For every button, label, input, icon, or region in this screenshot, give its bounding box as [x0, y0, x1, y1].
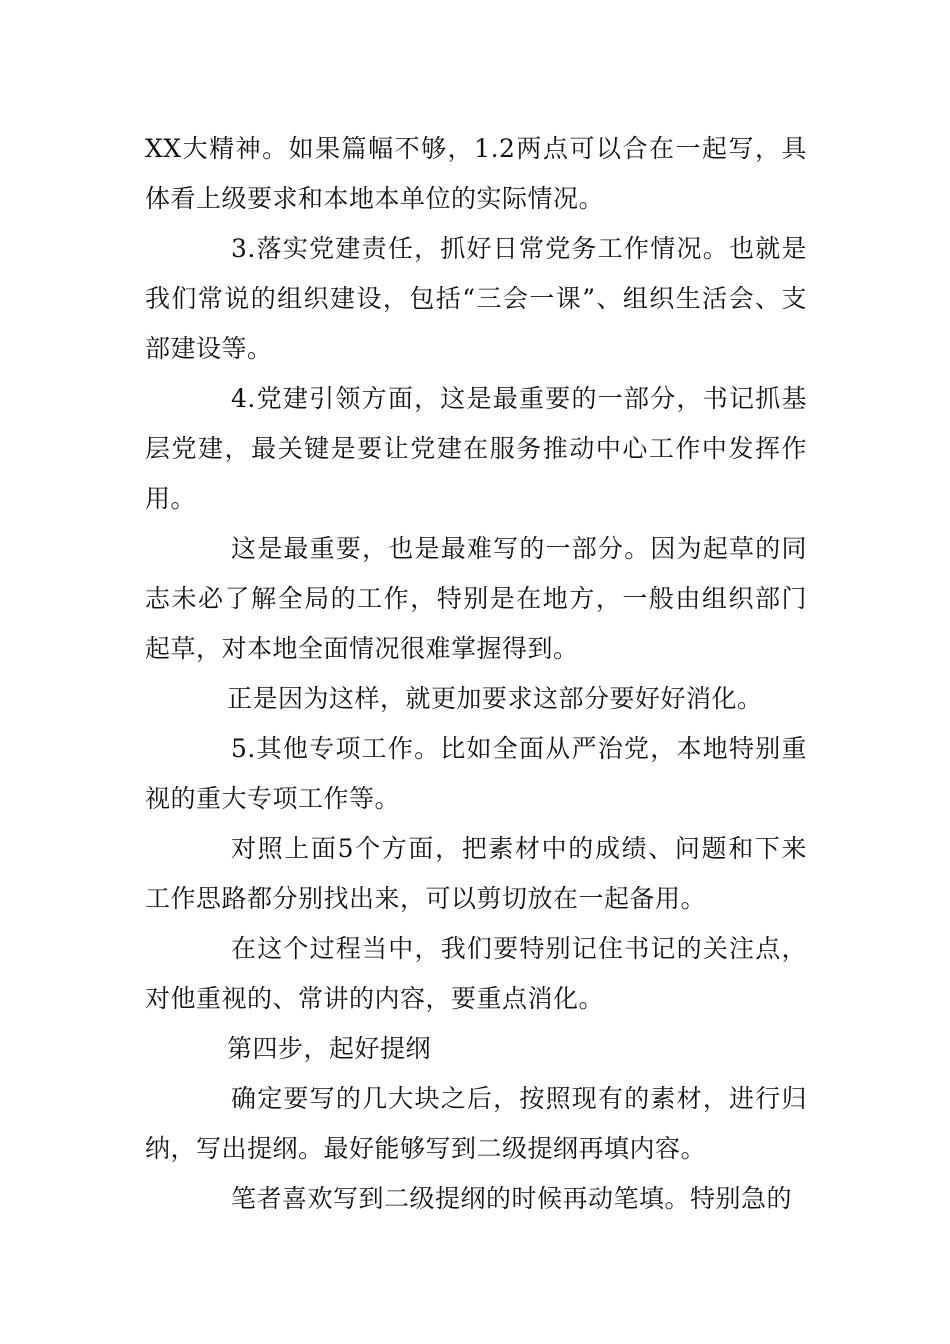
paragraph-outline: 确定要写的几大块之后，按照现有的素材，进行归纳，写出提纲。最好能够写到二级提纲再填内容。 [145, 1084, 807, 1163]
paragraph-five-aspects: 对照上面5个方面，把素材中的成绩、问题和下来工作思路都分别找出来，可以剪切放在一起备用。 [145, 834, 807, 913]
paragraph-focus-points: 在这个过程当中，我们要特别记住书记的关注点，对他重视的、常讲的内容，要重点消化。 [145, 934, 807, 1013]
paragraph-item-5: 5.其他专项工作。比如全面从严治党，本地特别重视的重大专项工作等。 [145, 734, 807, 813]
paragraph-digest: 正是因为这样，就更加要求这部分要好好消化。 [227, 684, 763, 713]
paragraph-item-3: 3.落实党建责任，抓好日常党务工作情况。也就是我们常说的组织建设，包括“三会一课”、组织生活会、支部建设等。 [145, 234, 807, 363]
step-four-heading: 第四步，起好提纲 [227, 1034, 432, 1063]
paragraph-most-important: 这是最重要，也是最难写的一部分。因为起草的同志未必了解全局的工作，特别是在地方，一般由组织部门起草，对本地全面情况很难掌握得到。 [145, 534, 807, 663]
paragraph-item-4: 4.党建引领方面，这是最重要的一部分，书记抓基层党建，最关键是要让党建在服务推动中心工作中发挥作用。 [145, 384, 807, 513]
paragraph-author-habit: 笔者喜欢写到二级提纲的时候再动笔填。特别急的 [231, 1184, 793, 1213]
paragraph-continued: XX大精神。如果篇幅不够，1.2两点可以合在一起写，具体看上级要求和本地本单位的实际情况。 [145, 134, 807, 213]
